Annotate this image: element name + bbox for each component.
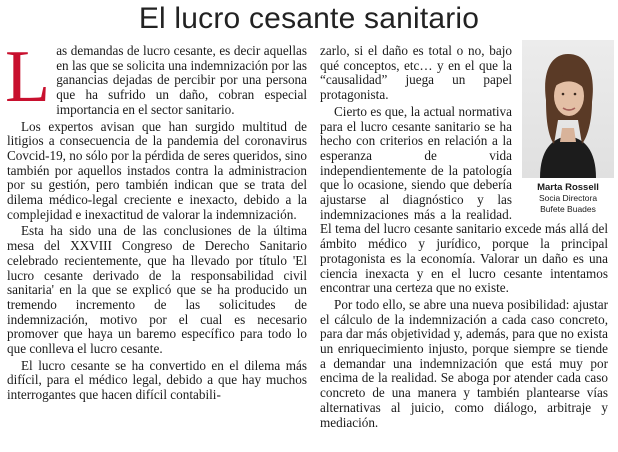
article-column-left <box>5 36 307 405</box>
paragraph: Esta ha sido una de las conclusiones de la última mesa del XXVIII Congreso de Derecho Sanitario celebrado recientemente, que ha llevado por título 'El lucro cesante derivado de la responsabilidad civil sanitaria' en la que se explicó que se ha producido un tremendo incremento de las solicitudes de indemnización, motivo por el cual es necesario promover que haya un baremo específico para todo lo que conlleva el lucro cesante. <box>7 223 307 357</box>
author-role: Socia Directora <box>538 193 598 203</box>
drop-cap: L <box>5 36 51 118</box>
author-firm: Bufete Buades <box>540 203 596 214</box>
paragraph: Los expertos avisan que han surgido multitud de litigios a consecuencia de la pandemia del coronavirus Covcid-19, no sólo por la pérdida de seres queridos, sino también por aquellos instados contra la administracion por su gestión, pero también indican que se trata del dilema médico-legal creciente e inexacto, debido a la complejidad e inexactitud de valorar la indemnización. <box>7 118 307 222</box>
paragraph: El lucro cesante se ha convertido en el dilema más difícil, para el médico legal, debido a que hay muchos interrogantes que hacen difícil contabili- <box>7 357 307 403</box>
paragraph: zarlo, si el daño es total o no, bajo qué conceptos, etc… y en el que la “causalidad” juega un papel protagonista. <box>320 43 512 103</box>
author-photo <box>522 40 614 178</box>
author-name: Marta Rossell <box>537 182 599 193</box>
paragraph: Cierto es que, la actual normativa para el lucro cesante sanitario se ha hecho con criterios en relación a la esperanza de vida independientemente de la patología que lo ocasione, siendo que debería ajustarse al diagnóstico y las indemnizaciones más a la realidad. El tema del lucro cesante sanitario excede más allá del ámbito médico y jurídico, porque la principal protagonista es la economía. Valorar un daño es una ciencia inexacta y en el lucro cesante intentamos encontrar una certeza que no existe. <box>320 103 608 296</box>
article-title: El lucro cesante sanitario <box>138 2 480 35</box>
portrait-icon <box>522 40 614 178</box>
paragraph-intro <box>5 36 307 118</box>
paragraph: Por todo ello, se abre una nueva posibilidad: ajustar el cálculo de la indemnización a cada caso concreto, para dar más objetividad y, además, para que no exista un enriquecimiento injusto, porque siempre se tiende a demandar una indemnización que está muy por encima de la realidad. Se aboga por atender cada caso concreto de una manera y también plantearse vías alternativas al juicio, como diálogo, arbitraje y mediación. <box>320 296 608 430</box>
author-box <box>520 40 616 220</box>
paragraph-intro-text: as demandas de lucro cesante, es decir aquellas en las que se solicita una indemnización por las ganancias dejadas de percibir por una persona que ha sufrido un daño, cobran especial importancia en el sector sanitario. <box>56 43 307 117</box>
article-column-right <box>320 44 608 432</box>
